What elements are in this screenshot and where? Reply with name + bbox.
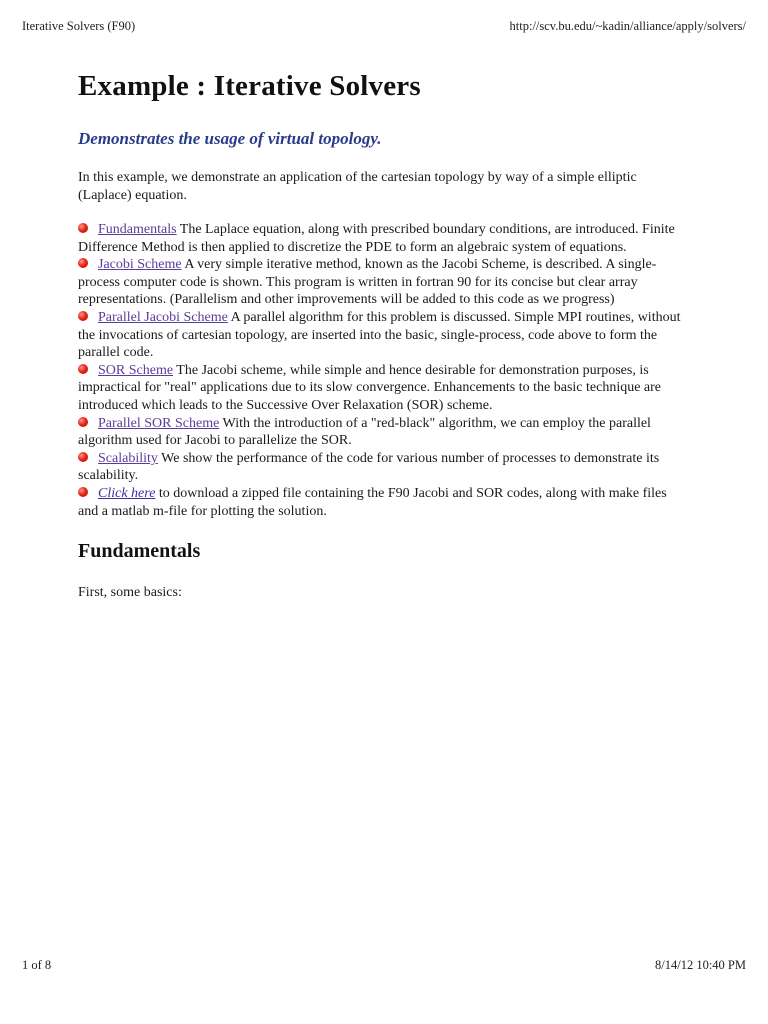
red-bullet-icon (78, 311, 88, 321)
red-bullet-icon (78, 364, 88, 374)
print-footer (22, 958, 746, 973)
red-bullet-icon (78, 258, 88, 268)
fundamentals-link[interactable]: Fundamentals (98, 222, 177, 237)
download-link[interactable]: Click here (98, 485, 156, 501)
print-timestamp: 8/14/12 10:40 PM (655, 958, 746, 972)
intro-paragraph: In this example, we demonstrate an application of the cartesian topology by way of a simple elliptic (Laplace) equation. (78, 170, 637, 203)
list-item (78, 362, 690, 415)
page-subtitle: Demonstrates the usage of virtual topology. (78, 129, 382, 148)
topic-description: The Jacobi scheme, while simple and hence desirable for demonstration purposes, is impractical for "real" applications due to its slow convergence. Enhancements to the basic technique are introduced which leads to the Successive Over Relaxation (SOR) scheme. (78, 362, 662, 413)
list-item (78, 485, 690, 520)
section-heading: Fundamentals (78, 540, 201, 563)
list-item (78, 309, 690, 362)
list-item (78, 450, 690, 485)
print-header-url: http://scv.bu.edu/~kadin/alliance/apply/solvers/ (509, 19, 746, 33)
topic-description: A parallel algorithm for this problem is discussed. Simple MPI routines, without the invocations of cartesian topology, are inserted into the basic, single-process, code above to form the parallel code. (78, 309, 681, 361)
scalability-link[interactable]: Scalability (98, 450, 158, 466)
topic-description: With the introduction of a "red-black" algorithm, we can employ the parallel algorithm used for Jacobi to parallelize the SOR. (78, 415, 651, 449)
parallel-jacobi-scheme-link[interactable]: Parallel Jacobi Scheme (98, 309, 228, 325)
red-bullet-icon (78, 452, 88, 462)
red-bullet-icon (78, 223, 88, 233)
topic-description: We show the performance of the code for various number of processes to demonstrate its scalability. (78, 450, 660, 484)
red-bullet-icon (78, 487, 88, 497)
parallel-sor-scheme-link[interactable]: Parallel SOR Scheme (98, 415, 220, 431)
list-item (78, 415, 690, 450)
jacobi-scheme-link[interactable]: Jacobi Scheme (98, 257, 182, 273)
section-text: First, some basics: (78, 585, 182, 601)
page-count: 1 of 8 (22, 958, 52, 972)
red-bullet-icon (78, 417, 88, 427)
sor-scheme-link[interactable]: SOR Scheme (98, 362, 174, 378)
topic-description: The Laplace equation, along with prescribed boundary conditions, are introduced. Finite Difference Method is then applied to discretize the PDE to form an algebraic system of equations. (78, 222, 675, 255)
page-title: Example : Iterative Solvers (78, 70, 421, 102)
list-item (78, 256, 690, 309)
list-item (78, 221, 690, 256)
topic-list (78, 221, 690, 520)
print-header-title: Iterative Solvers (F90) (22, 19, 136, 33)
print-header (22, 19, 746, 34)
topic-description: A very simple iterative method, known as the Jacobi Scheme, is described. A single-process computer code is shown. This program is written in fortran 90 for its concise but clear array representations. (Parallelism and other improvements will be added to this code as we progress) (78, 257, 657, 308)
page-content (78, 70, 690, 601)
topic-description: to download a zipped file containing the F90 Jacobi and SOR codes, along with make files and a matlab m-file for plotting the solution. (78, 485, 667, 519)
